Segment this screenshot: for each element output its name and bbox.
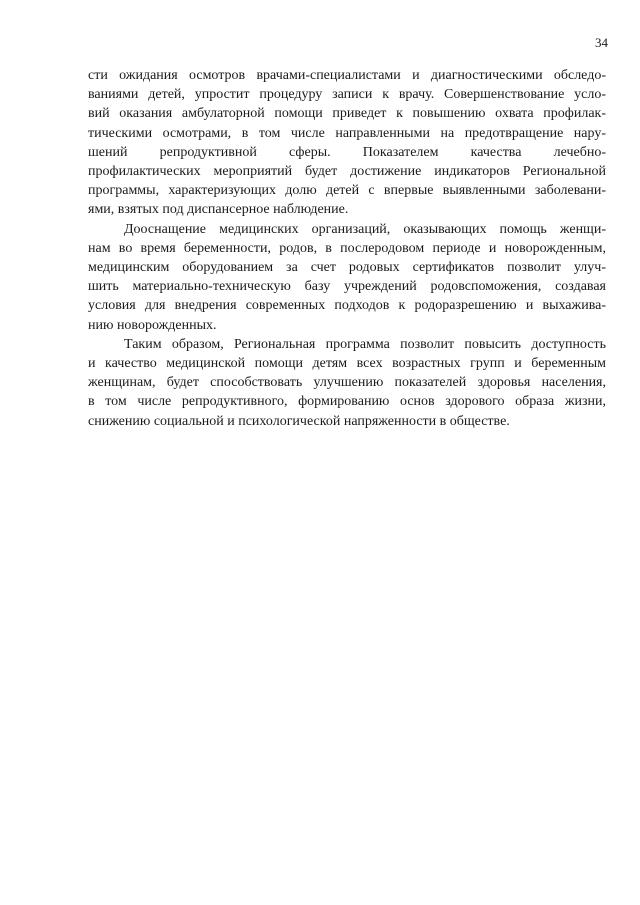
text-line: нам во время беременности, родов, в послеродовом периоде и новорожденным,: [88, 240, 606, 256]
text-line: программы, характеризующих долю детей с впервые выявленными заболевани-: [88, 183, 606, 199]
text-line: Таким образом, Региональная программа позволит повысить доступность: [124, 336, 606, 352]
text-line: ями, взятых под диспансерное наблюдение.: [88, 202, 349, 218]
paragraph: [88, 66, 606, 220]
text-line: и качество медицинской помощи детям всех возрастных групп и беременным: [88, 356, 606, 372]
text-line: ваниями детей, упростит процедуру записи к врачу. Совершенствование усло-: [88, 87, 606, 103]
text-line: медицинским оборудованием за счет родовых сертификатов позволит улуч-: [88, 260, 606, 276]
text-line: снижению социальной и психологической напряженности в обществе.: [88, 413, 510, 429]
document-body: [88, 66, 606, 431]
text-line: условия для внедрения современных подходов к родоразрешению и выхажива-: [88, 298, 606, 314]
text-line: шить материально-техническую базу учреждений родовспоможения, создавая: [88, 279, 606, 295]
paragraph: [88, 220, 606, 335]
text-line: Дооснащение медицинских организаций, оказывающих помощь женщи-: [124, 221, 606, 237]
text-line: в том числе репродуктивного, формированию основ здорового образа жизни,: [88, 394, 606, 410]
paragraph: [88, 335, 606, 431]
text-line: женщинам, будет способствовать улучшению показателей здоровья населения,: [88, 375, 606, 391]
text-line: шений репродуктивной сферы. Показателем качества лечебно-: [88, 144, 606, 160]
text-line: нию новорожденных.: [88, 317, 217, 333]
text-line: профилактических мероприятий будет достижение индикаторов Региональной: [88, 164, 606, 180]
text-line: сти ожидания осмотров врачами-специалистами и диагностическими обследо-: [88, 68, 606, 83]
text-line: тическими осмотрами, в том числе направленными на предотвращение нару-: [88, 125, 606, 141]
text-line: вий оказания амбулаторной помощи приведет к повышению охвата профилак-: [88, 106, 606, 122]
page-number: 34: [595, 35, 608, 50]
